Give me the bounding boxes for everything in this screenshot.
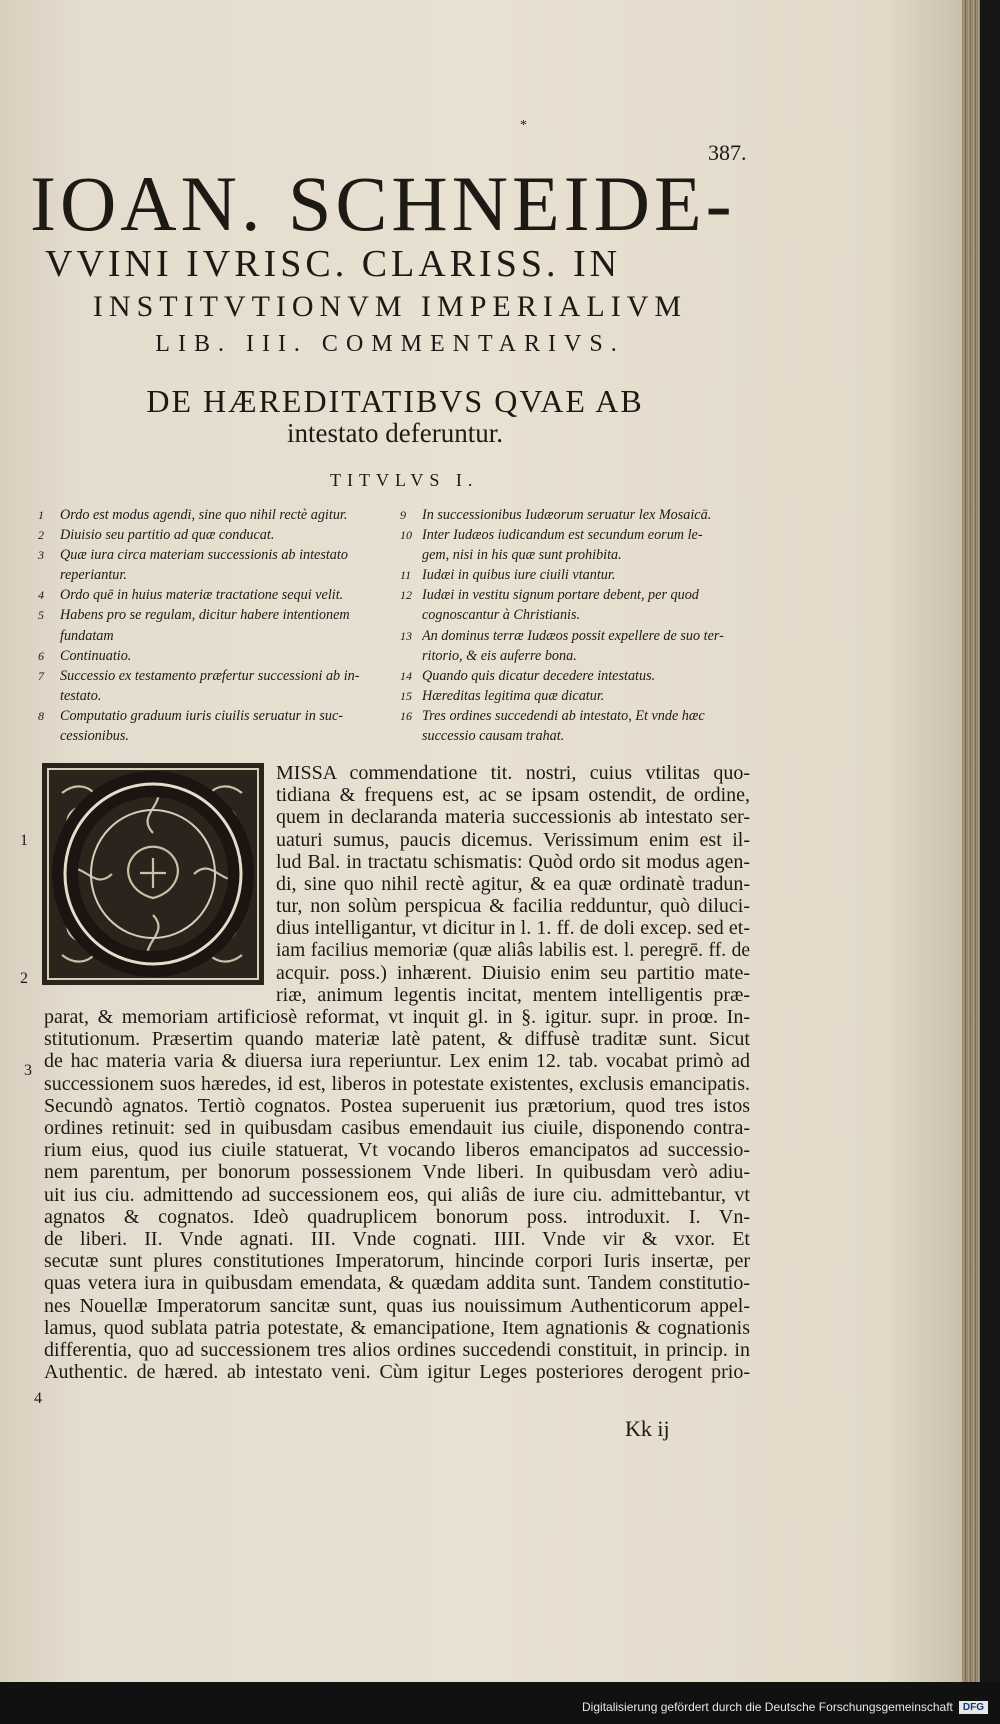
summary-item-number <box>400 646 422 666</box>
summary-item-number: 13 <box>400 628 412 643</box>
summary-item-text: Iudæi in quibus iure ciuili vtantur. <box>422 567 616 584</box>
summary-item-text: Ordo quē in huius materiæ tractatione sequi velit. <box>60 587 344 604</box>
summary-item-number <box>400 545 422 565</box>
margin-number-4: 4 <box>34 1390 42 1407</box>
summary-item <box>38 545 398 565</box>
summary-item-number: 16 <box>400 708 412 723</box>
summary-item-text: Hæreditas legitima quæ dicatur. <box>422 687 605 704</box>
title-line-1: IOAN. SCHNEIDE- <box>30 160 736 247</box>
body-line: tur, non solùm perspicua & facilia redduntur, quò diluci- <box>276 895 750 918</box>
summary-item-number: 2 <box>38 528 44 543</box>
summary-item <box>38 605 398 625</box>
body-line: secutæ sunt plures constitutiones Imperatorum, hincinde corpori Iuris insertæ, per <box>44 1250 750 1273</box>
body-line: rium eius, quod ius ciuile statuerat, Vt vocando liberos emancipatos ad successio- <box>44 1139 750 1162</box>
body-line: de hac materia varia & diuersa iura reperiuntur. Lex enim 12. tab. vocabat primò ad <box>44 1050 750 1073</box>
footer-credit <box>582 1700 988 1714</box>
body-line: successionem suos hæredes, id est, liberos in potestate existentes, exclusis emancipatis. <box>44 1072 750 1095</box>
summary-item-text: successio causam trahat. <box>422 728 565 745</box>
body-line: nem parentum, per bonorum possessionem Vnde liberi. In quibusdam verò adiu- <box>44 1161 750 1184</box>
body-line: stitutionum. Præsertim quando materiæ latè patent, & diffusè traditæ sunt. Sicut <box>44 1028 750 1051</box>
summary-item-number <box>38 626 60 646</box>
summary-item-number: 15 <box>400 688 412 703</box>
summary-item-text: Ordo est modus agendi, sine quo nihil rectè agitur. <box>60 507 348 523</box>
body-line: acquir. poss.) inhærent. Diuisio enim seu partitio mate- <box>276 961 750 984</box>
body-line: quas vetera iura in quibusdam emendata, & quædam addita sunt. Tandem constitutio- <box>44 1272 750 1295</box>
summary-item <box>400 726 760 746</box>
page-edge <box>962 0 980 1682</box>
summary-item-number <box>400 726 422 746</box>
summary-item-text: testato. <box>60 687 102 704</box>
summary-item <box>38 505 398 525</box>
summary-item-text: Habens pro se regulam, dicitur habere intentionem <box>60 607 350 624</box>
summary-item-text: Successio ex testamento præfertur successioni ab in- <box>60 667 360 684</box>
titulus-heading: TITVLVS I. <box>330 470 479 490</box>
summary-item <box>38 565 398 585</box>
summary-item-number: 8 <box>38 708 44 723</box>
summary-item <box>400 605 760 625</box>
title-line-3: INSTITVTIONVM IMPERIALIVM <box>92 290 688 323</box>
summary-item <box>400 666 760 686</box>
summary-item-number <box>400 605 422 625</box>
body-line: lamus, quod sublata patria potestate, & emancipatione, Item agnationis & cognationis <box>44 1316 750 1339</box>
summary-item-number: 14 <box>400 668 412 683</box>
summary-item-text: Tres ordines succedendi ab intestato, Et vnde hæc <box>422 707 705 724</box>
summary-item-number <box>38 565 60 585</box>
summary-item-number: 1 <box>38 508 44 522</box>
summary-item-text: cognoscantur à Christianis. <box>422 607 581 624</box>
body-line: differentia, quo ad successionem tres alios ordines succedendi constituit, in princip. in <box>44 1339 750 1361</box>
summary-item-text: cessionibus. <box>60 728 129 745</box>
summary-item-text: reperiantur. <box>60 567 127 584</box>
summary-item <box>400 545 760 565</box>
body-line: MISSA commendatione tit. nostri, cuius vtilitas quo- <box>276 762 750 784</box>
body-line: lud Bal. in tractatu schismatis: Quòd ordo sit modus agen- <box>276 850 750 873</box>
body-line: riæ, animum legentis incitat, mentem intelligentis præ- <box>276 984 750 1006</box>
summary-item <box>400 565 760 585</box>
heading-line-2: intestato deferuntur. <box>287 418 503 448</box>
summary-item <box>400 525 760 545</box>
body-line: iam facilius memoriæ (quæ aliâs labilis est. l. peregrē. ff. de <box>276 939 750 961</box>
body-line: Authentic. de hæred. ab intestato veni. Cùm igitur Leges posteriores derogent prio- <box>44 1361 750 1384</box>
summary-item-text: Diuisio seu partitio ad quæ conducat. <box>60 527 275 544</box>
summary-item-text: Inter Iudæos iudicandum est secundum eorum le- <box>422 527 703 544</box>
body-line: parat, & memoriam artificiosè reformat, vt inquit gl. in §. igitur. supr. in proœ. In- <box>44 1006 750 1028</box>
summary-item-text: fundatam <box>60 627 114 644</box>
summary-item <box>400 626 760 646</box>
summary-item <box>400 706 760 726</box>
title-line-2: VVINI IVRISC. CLARISS. IN <box>45 243 622 285</box>
margin-number-1: 1 <box>20 832 28 849</box>
body-line: tidiana & frequens est, ac se ipsam ostendit, de ordine, <box>276 784 750 807</box>
summary-right-column <box>400 505 760 746</box>
summary-item-text: Quæ iura circa materiam successionis ab intestato <box>60 547 348 564</box>
summary-item-text: gem, nisi in his quæ sunt prohibita. <box>422 547 622 564</box>
summary-item-text: Computatio graduum iuris ciuilis seruatur in suc- <box>60 707 343 724</box>
summary-item-number: 4 <box>38 588 44 603</box>
summary-item-number: 5 <box>38 608 44 623</box>
summary-item <box>400 505 760 525</box>
summary-item <box>38 706 398 726</box>
margin-number-3: 3 <box>24 1062 32 1079</box>
summary-item-text: Iudæi in vestitu signum portare debent, per quod <box>422 587 699 604</box>
body-line: nes Nouellæ Imperatorum sancitæ sunt, quas ius nouissimum Authenticorum appel- <box>44 1294 750 1317</box>
summary-item-text: Continuatio. <box>60 647 132 664</box>
star-mark: * <box>520 118 527 133</box>
summary-item-number: 11 <box>400 568 412 583</box>
margin-number-2: 2 <box>20 970 28 987</box>
body-line: de liberi. II. Vnde agnati. III. Vnde cognati. IIII. Vnde vir & vxor. Et <box>44 1228 750 1250</box>
summary-item-text: ritorio, & eis auferre bona. <box>422 647 577 664</box>
summary-left-column <box>38 505 398 746</box>
summary-item-text: An dominus terræ Iudæos possit expellere de suo ter- <box>422 627 724 644</box>
summary-item-number: 10 <box>400 528 412 543</box>
summary-item-number: 6 <box>38 648 44 663</box>
summary-item <box>38 666 398 686</box>
summary-item <box>400 646 760 666</box>
body-line: di, sine quo nihil rectè agitur, & ea quæ ordinatè tradun- <box>276 873 750 895</box>
summary-item-text: Quando quis dicatur decedere intestatus. <box>422 667 656 684</box>
decorated-initial-o <box>42 763 264 985</box>
summary-item <box>400 585 760 605</box>
summary-item-number <box>38 686 60 706</box>
summary-item <box>38 626 398 646</box>
summary-item-number: 9 <box>400 508 406 522</box>
summary-item-number: 3 <box>38 548 44 563</box>
summary-item <box>38 646 398 666</box>
footer-credit-text: Digitalisierung gefördert durch die Deutsche Forschungsgemeinschaft <box>582 1700 953 1714</box>
body-line: ordines retinuit: sed in quibusdam casibus emendauit ius ciuile, disponendo contra- <box>44 1117 750 1139</box>
summary-item <box>38 525 398 545</box>
title-line-4: LIB. III. COMMENTARIVS. <box>155 331 625 357</box>
body-line: uaturi sumus, paucis dicemus. Verissimum enim est il- <box>276 828 750 851</box>
body-line: uit ius ciu. admittendo ad successionem eos, qui aliâs de iure ciu. admittebantur, vt <box>44 1183 750 1206</box>
summary-item-number: 7 <box>38 668 44 683</box>
summary-item <box>400 686 760 706</box>
body-line: Secundò agnatos. Tertiò cognatos. Postea superuenit ius prætorium, quod tres istos <box>44 1094 750 1117</box>
heading-line-1: DE HÆREDITATIBVS QVAE AB <box>146 383 644 419</box>
dfg-logo: DFG <box>959 1701 988 1714</box>
summary-item-number: 12 <box>400 588 412 603</box>
summary-item-number <box>38 726 60 746</box>
summary-item <box>38 726 398 746</box>
summary-item <box>38 585 398 605</box>
body-line: dius intelligantur, vt dicitur in l. 1. ff. de doli excep. sed et- <box>276 917 750 940</box>
signature-mark: Kk ij <box>625 1416 670 1441</box>
body-line: quem in declaranda materia successionis ab intestato ser- <box>276 806 750 829</box>
page-number: 387. <box>708 140 747 165</box>
summary-item-text: In successionibus Iudæorum seruatur lex Mosaicā. <box>422 507 712 523</box>
summary-item <box>38 686 398 706</box>
body-line: agnatos & cognatos. Ideò quadruplicem bonorum poss. introduxit. I. Vn- <box>44 1205 750 1228</box>
